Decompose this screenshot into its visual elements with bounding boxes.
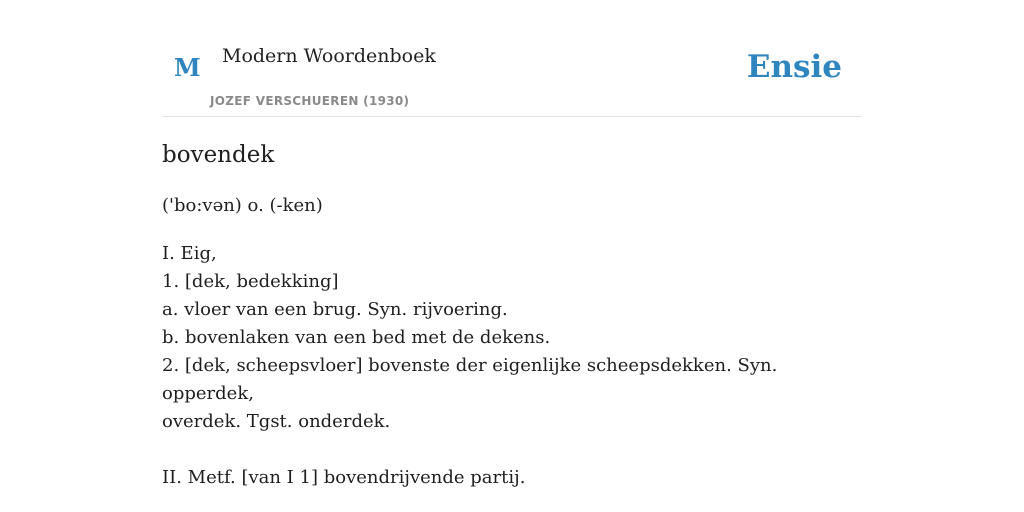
- definition-line: II. Metf. [van I 1] bovendrijvende partij.: [162, 467, 526, 488]
- definition-line: I. Eig,: [162, 243, 217, 264]
- definition-line: 1. [dek, bedekking]: [162, 271, 339, 292]
- entry-headword: bovendek: [162, 142, 275, 168]
- definition-line: b. bovenlaken van een bed met de dekens.: [162, 327, 551, 348]
- definition-line: overdek. Tgst. onderdek.: [162, 411, 391, 432]
- dictionary-header: [162, 0, 862, 117]
- dictionary-author: JOZEF VERSCHUEREN (1930): [210, 94, 410, 108]
- dictionary-entry: [162, 140, 862, 492]
- entry-pronunciation: ('bo:vən) o. (-ken): [162, 195, 323, 216]
- definition-spacer: [162, 436, 862, 464]
- entry-definitions: [162, 240, 862, 492]
- ensie-brand-logo[interactable]: Ensie: [746, 49, 842, 85]
- definition-line: 2. [dek, scheepsvloer] bovenste der eigenlijke scheepsdekken. Syn. opperdek,: [162, 355, 778, 404]
- dictionary-logo[interactable]: M: [174, 53, 201, 82]
- definition-line: a. vloer van een brug. Syn. rijvoering.: [162, 299, 508, 320]
- dictionary-title[interactable]: Modern Woordenboek: [222, 45, 436, 67]
